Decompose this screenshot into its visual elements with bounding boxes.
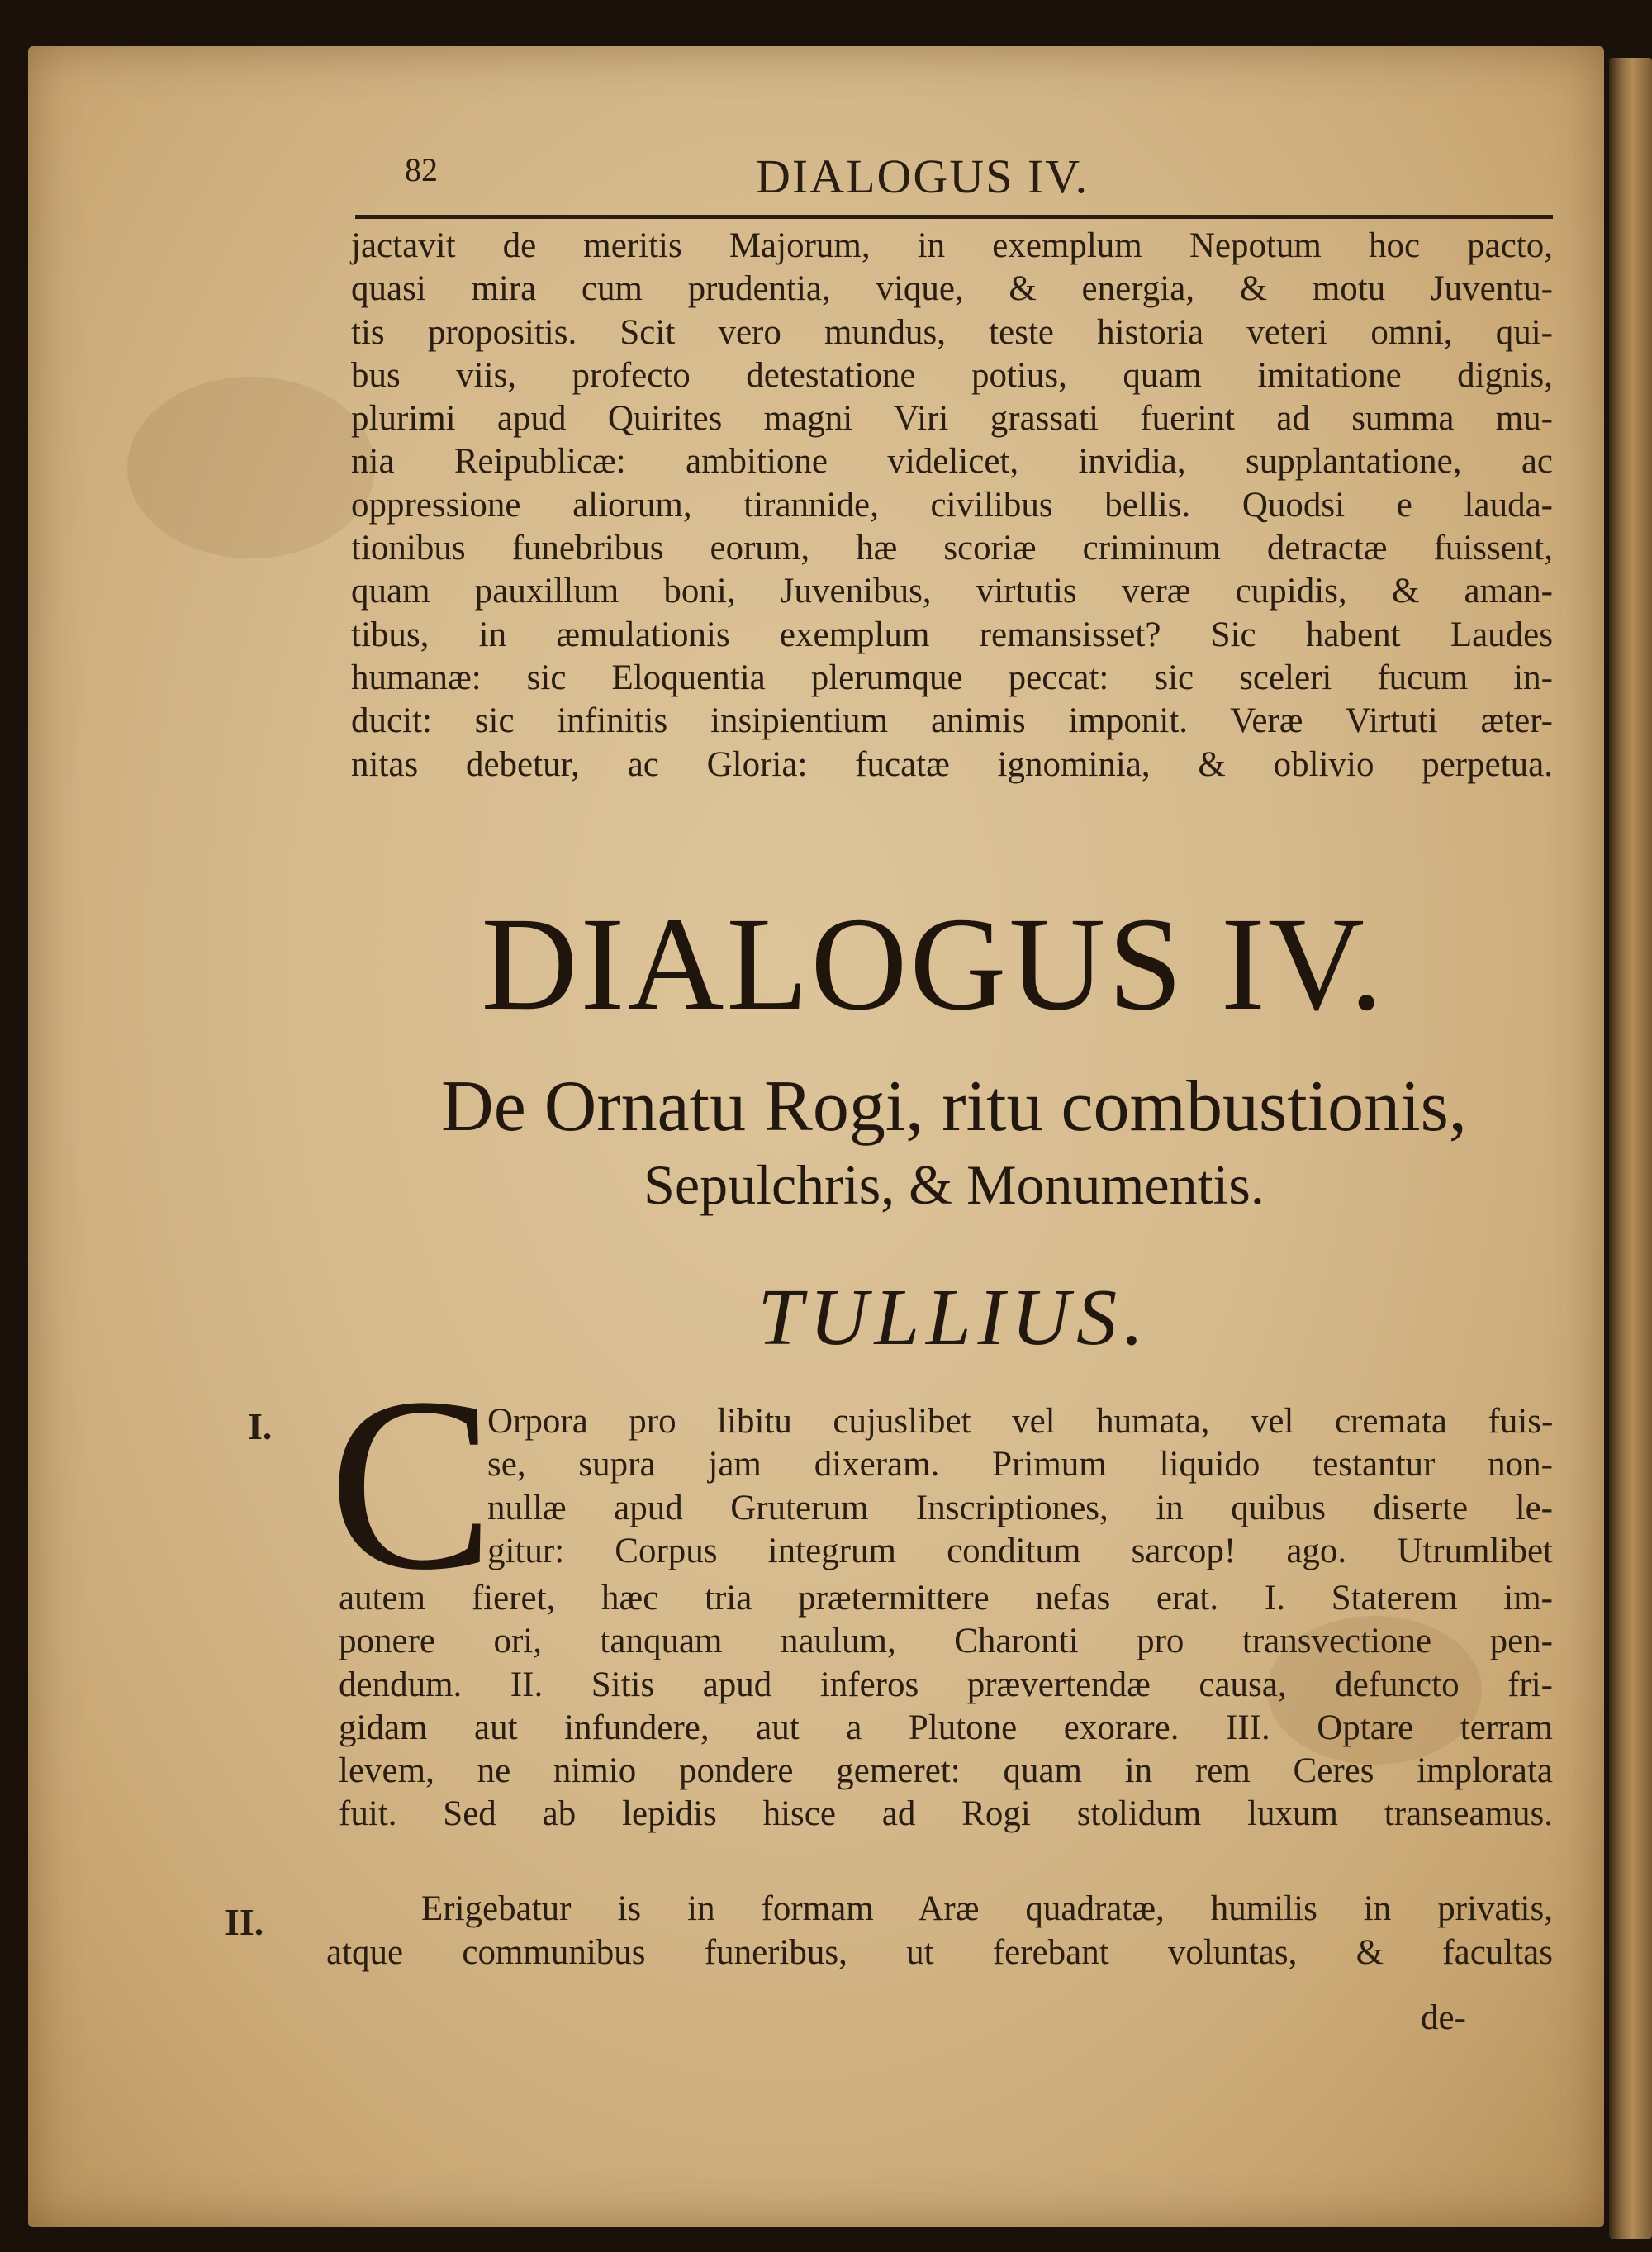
text-line: Erigebatur is in formam Aræ quadratæ, humilis in privatis, <box>421 1889 1553 1928</box>
speaker-name: TULLIUS. <box>757 1273 1151 1362</box>
page-number: 82 <box>405 151 438 188</box>
closing-paragraph-previous-dialogue <box>351 225 1553 786</box>
section-2-second-line <box>326 1931 1553 1974</box>
text-line: bus viis, profecto detestatione potius, quam imitatione dignis, <box>351 355 1553 395</box>
drop-cap: C <box>329 1347 495 1621</box>
text-line: tis propositis. Scit vero mundus, teste historia veteri omni, qui- <box>351 312 1553 352</box>
text-line: gidam aut infundere, aut a Plutone exorare. III. Optare terram <box>339 1708 1553 1747</box>
text-line: atque communibus funeribus, ut ferebant voluntas, & facultas <box>326 1933 1553 1972</box>
section-marker-1: I. <box>248 1405 273 1447</box>
section-1-opening-lines <box>487 1400 1553 1573</box>
section-2-first-line <box>421 1888 1553 1931</box>
text-line: ponere ori, tanquam naulum, Charonti pro transvectione pen- <box>339 1622 1553 1661</box>
catchword: de- <box>1421 1998 1466 2037</box>
text-line: dendum. II. Sitis apud inferos prævertendæ causa, defuncto fri- <box>339 1665 1553 1704</box>
text-line: se, supra jam dixeram. Primum liquido testantur non- <box>487 1445 1553 1485</box>
header-rule <box>355 215 1553 219</box>
text-line: nia Reipublicæ: ambitione videlicet, invidia, supplantatione, ac <box>351 442 1553 482</box>
text-line: Orpora pro libitu cujuslibet vel humata, vel cremata fuis- <box>487 1402 1554 1441</box>
text-line: humanæ: sic Eloquentia plerumque peccat: sic sceleri fucum in- <box>351 658 1553 697</box>
dialogue-subtitle-line-1: De Ornatu Rogi, ritu combustionis, <box>441 1067 1467 1147</box>
text-line: gitur: Corpus integrum conditum sarcop! ago. Utrumlibet <box>487 1531 1553 1570</box>
paper-stain <box>127 377 375 558</box>
text-line: plurimi apud Quirites magni Viri grassati fuerint ad summa mu- <box>351 399 1553 439</box>
text-line: tionibus funebribus eorum, hæ scoriæ criminum detractæ fuissent, <box>351 529 1553 568</box>
text-line: ducit: sic infinitis insipientium animis imponit. Veræ Virtuti æter- <box>351 701 1553 741</box>
text-line: autem fieret, hæc tria prætermittere nefas erat. I. Staterem im- <box>339 1579 1553 1618</box>
facing-page-edge <box>1609 58 1652 2239</box>
dialogue-subtitle-line-2: Sepulchris, & Monumentis. <box>643 1153 1265 1216</box>
section-1-body <box>339 1577 1553 1836</box>
running-title: DIALOGUS IV. <box>756 150 1089 203</box>
text-line: nitas debetur, ac Gloria: fucatæ ignominia, & oblivio perpetua. <box>351 744 1553 784</box>
text-line: jactavit de meritis Majorum, in exemplum Nepotum hoc pacto, <box>351 226 1553 265</box>
text-line: fuit. Sed ab lepidis hisce ad Rogi stolidum luxum transeamus. <box>339 1794 1553 1834</box>
text-line: quam pauxillum boni, Juvenibus, virtutis veræ cupidis, & aman- <box>351 572 1553 611</box>
running-head <box>322 140 1578 215</box>
text-line: tibus, in æmulationis exemplum remansisset? Sic habent Laudes <box>351 615 1553 654</box>
text-line: nullæ apud Gruterum Inscriptiones, in quibus diserte le- <box>487 1488 1553 1527</box>
text-line: quasi mira cum prudentia, vique, & energia, & motu Juventu- <box>351 269 1553 309</box>
text-line: levem, ne nimio pondere gemeret: quam in rem Ceres implorata <box>339 1751 1553 1791</box>
dialogue-title: DIALOGUS IV. <box>481 891 1386 1038</box>
section-marker-2: II. <box>225 1901 264 1943</box>
text-line: oppressione aliorum, tirannide, civilibus bellis. Quodsi e lauda- <box>351 485 1553 525</box>
